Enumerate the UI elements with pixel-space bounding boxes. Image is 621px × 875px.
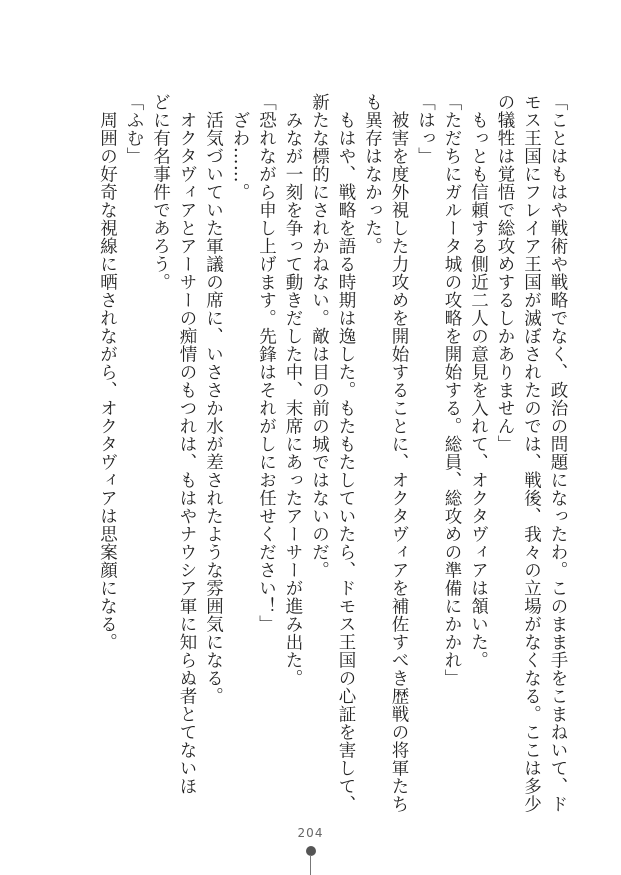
text-line: ざわ……。 <box>230 93 250 201</box>
text-line: の犠牲は覚悟で総攻めするしかありません」 <box>495 93 515 453</box>
text-line: も異存はなかった。 <box>362 93 383 255</box>
text-line: オクタヴィアとアーサーの痴情のもつれは、もはやナウシア軍に知らぬ者とてないほ <box>177 93 197 795</box>
text-line: もっとも信頼する側近二人の意見を入れて、オクタヴィアは頷いた。 <box>468 93 489 669</box>
text-line: 「はっ」 <box>415 93 436 165</box>
text-line: 「ことはもはや戦術や戦略でなく、政治の問題になったわ。このまま手をこまねいて、ド <box>548 93 568 813</box>
text-line: 被害を度外視した力攻めを開始することに、オクタヴィアを補佐すべき歴戦の将軍たち <box>389 93 409 813</box>
marker-stem <box>310 855 311 875</box>
text-line: もはや、戦略を語る時期は逸した。もたもたしていたら、ドモス王国の心証を害して、 <box>336 93 356 813</box>
text-line: モス王国にフレイア王国が滅ぼされたのでは、戦後、我々の立場がなくなる。ここは多少 <box>521 93 542 813</box>
text-line: 「ただちにガルータ城の攻略を開始する。総員、総攻めの準備にかかれ」 <box>442 93 462 687</box>
text-line: 新たな標的にされかねない。敵は目の前の城ではないのだ。 <box>309 93 330 579</box>
text-line: どに有名事件であろう。 <box>150 93 171 291</box>
text-line: 活気づいていた軍議の席に、いささか水が差されたような雰囲気になる。 <box>203 93 224 705</box>
page-number: 204 <box>297 826 324 840</box>
text-line: 「恐れながら申し上げます。先鋒はそれがしにお任せください！」 <box>256 93 277 633</box>
marker-dot <box>306 846 316 856</box>
text-line: 「ふむ」 <box>124 93 144 165</box>
text-line: みなが一刻を争って動きだした中、末席にあったアーサーが進み出た。 <box>283 93 303 687</box>
text-line: 周囲の好奇な視線に晒されながら、オクタヴィアは思案顔になる。 <box>97 93 118 651</box>
novel-body-text <box>41 93 571 813</box>
page-marker-icon <box>305 846 317 858</box>
